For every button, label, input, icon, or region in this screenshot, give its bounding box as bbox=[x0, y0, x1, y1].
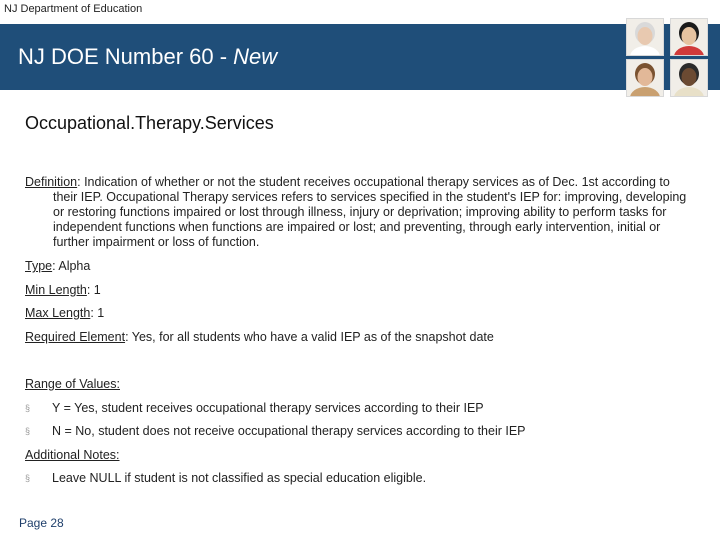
definition-block bbox=[25, 175, 695, 250]
notes-item bbox=[25, 471, 426, 485]
title-main: NJ DOE Number 60 - bbox=[18, 44, 234, 69]
max-length-label: Max Length bbox=[25, 306, 91, 320]
staff-photo-3 bbox=[626, 59, 664, 97]
title-banner bbox=[0, 24, 720, 90]
org-label: NJ Department of Education bbox=[4, 3, 143, 15]
bullet-icon: § bbox=[25, 426, 31, 436]
notes-label: Additional Notes: bbox=[25, 448, 120, 462]
max-length-value: : 1 bbox=[90, 306, 105, 320]
range-item-text: N = No, student does not receive occupational therapy services according to their IEP bbox=[52, 424, 526, 438]
range-item-text: Y = Yes, student receives occupational therapy services according to their IEP bbox=[52, 401, 484, 415]
notes-item-text: Leave NULL if student is not classified as special education eligible. bbox=[52, 471, 427, 485]
page-title bbox=[18, 44, 277, 70]
required-field bbox=[25, 330, 494, 344]
definition-paragraph bbox=[25, 175, 695, 250]
portrait-icon bbox=[627, 60, 663, 96]
definition-label: Definition bbox=[25, 175, 78, 189]
range-label: Range of Values: bbox=[25, 377, 120, 391]
title-suffix: New bbox=[233, 44, 278, 69]
range-item-y bbox=[25, 401, 484, 415]
portrait-icon bbox=[671, 19, 707, 55]
staff-photo-4 bbox=[670, 59, 708, 97]
type-value: : Alpha bbox=[52, 259, 91, 273]
type-label: Type bbox=[25, 259, 53, 273]
bullet-icon: § bbox=[25, 473, 31, 483]
range-item-n bbox=[25, 424, 526, 438]
required-value: : Yes, for all students who have a valid IEP as of the snapshot date bbox=[125, 330, 494, 344]
required-label: Required Element bbox=[25, 330, 126, 344]
type-field bbox=[25, 259, 90, 273]
max-length-field bbox=[25, 306, 104, 320]
staff-photo-2 bbox=[670, 18, 708, 56]
bullet-icon: § bbox=[25, 403, 31, 413]
portrait-icon bbox=[671, 60, 707, 96]
staff-photo-1 bbox=[626, 18, 664, 56]
min-length-field bbox=[25, 283, 101, 297]
element-heading: Occupational.Therapy.Services bbox=[25, 113, 274, 133]
definition-text: : Indication of whether or not the student receives occupational therapy services as of Dec. 1st according to their IEP. Occupational Therapy services refers to services specified in the student's IEP for: improving, developing or restoring functions impaired or lost through illness, injury or deprivation; improving ability to perform tasks for independent functions when functions are impaired or lost; and preventing, through early intervention, initial or further impairment or loss of function. bbox=[53, 175, 687, 249]
min-length-label: Min Length bbox=[25, 283, 87, 297]
portrait-icon bbox=[627, 19, 663, 55]
page-number: Page 28 bbox=[19, 516, 64, 530]
min-length-value: : 1 bbox=[86, 283, 101, 297]
